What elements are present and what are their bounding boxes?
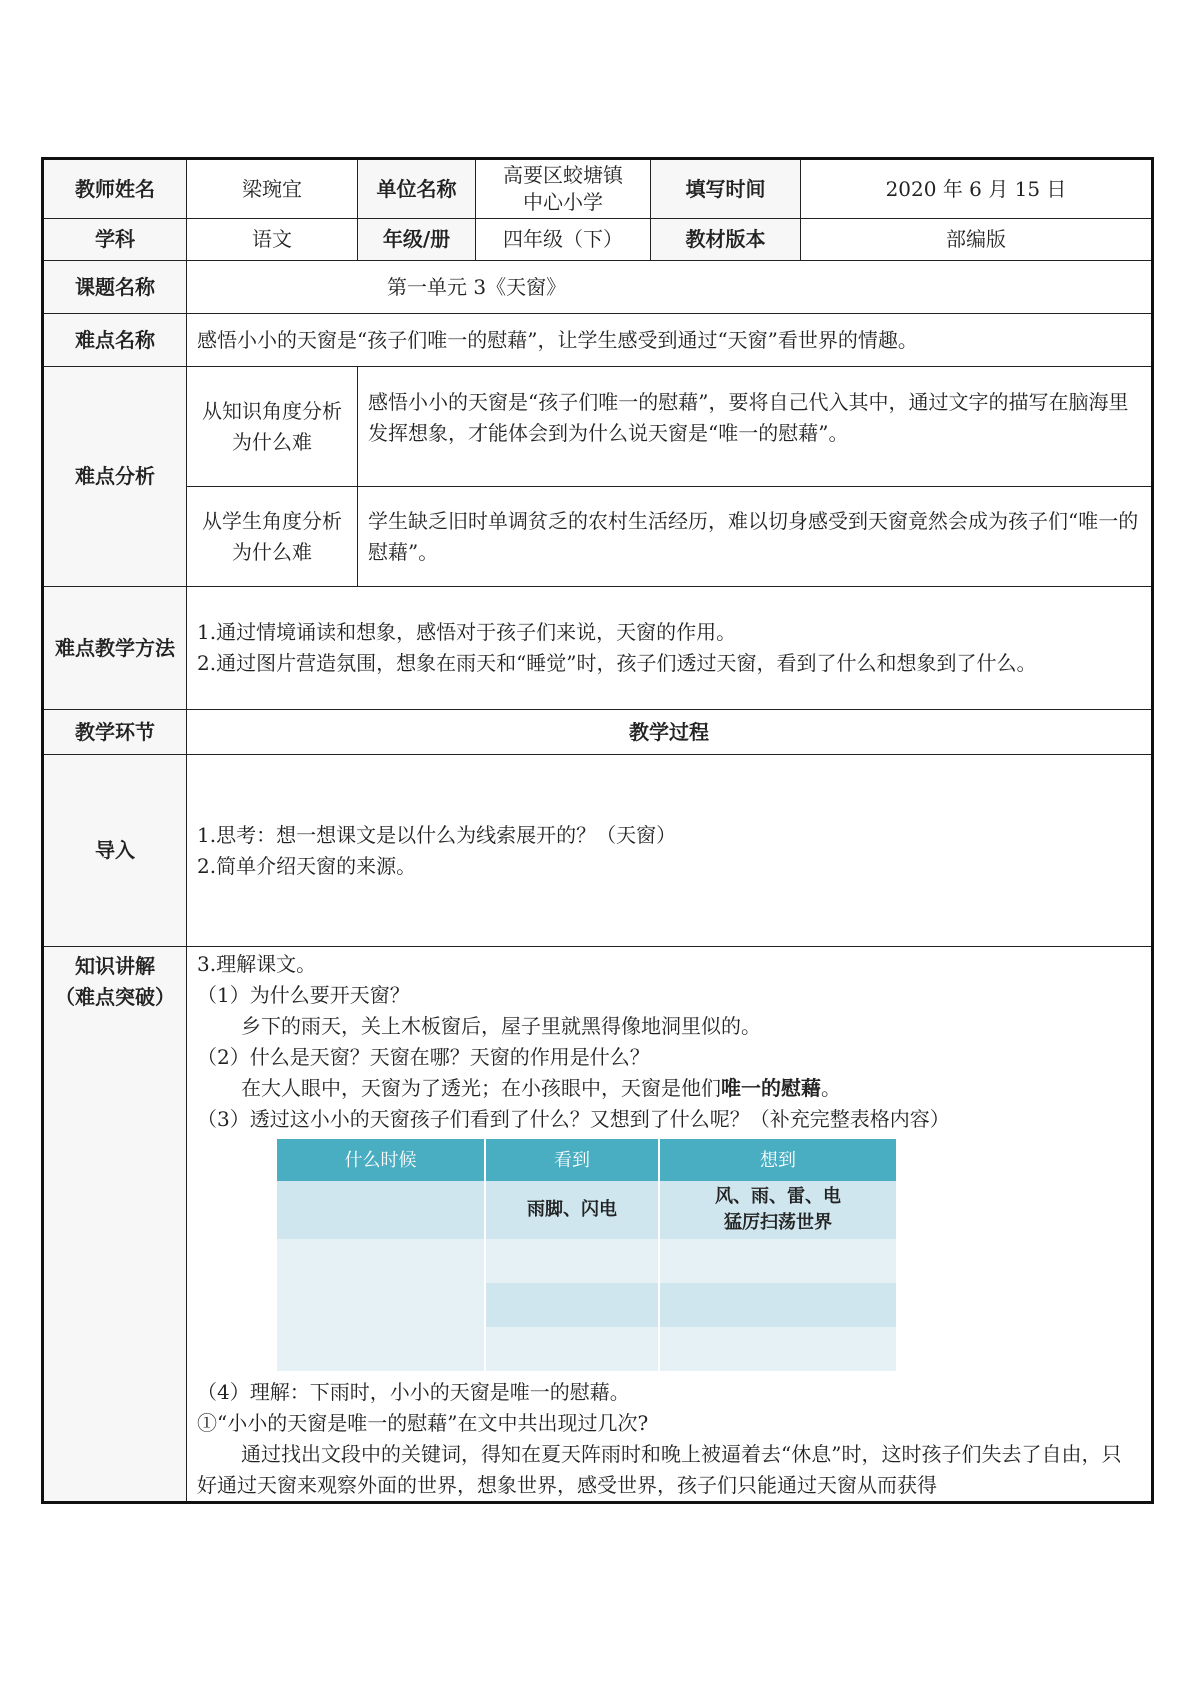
- student-angle-line-1: 从学生角度分析: [202, 508, 342, 533]
- lesson-plan-sheet: [41, 157, 1151, 1504]
- fill-table-header-see: 看到: [485, 1139, 659, 1181]
- knowledge-angle-line-1: 从知识角度分析: [202, 398, 342, 423]
- fill-table-row: [277, 1239, 897, 1283]
- unit-line-1: 高要区蛟塘镇: [503, 163, 623, 187]
- lesson-plan-table: [41, 157, 1154, 1504]
- knowledge-q4a: ①“小小的天窗是唯一的慰藉”在文中共出现过几次?: [197, 1411, 649, 1435]
- fill-table: [277, 1139, 898, 1371]
- date-label: 填写时间: [651, 159, 801, 219]
- student-angle-label: [187, 487, 358, 587]
- knowledge-q3: （3）透过这小小的天窗孩子们看到了什么？又想到了什么呢？（补充完整表格内容）: [197, 1107, 950, 1131]
- intro-item-1: 1.思考：想一想课文是以什么为线索展开的？（天窗）: [197, 822, 677, 847]
- knowledge-angle-label: [187, 367, 358, 487]
- lesson-value: 第一单元 3《天窗》: [187, 261, 1153, 314]
- knowledge-a2-bold: 唯一的慰藉: [721, 1076, 821, 1100]
- intro-label: 导入: [43, 755, 187, 947]
- difficulty-label: 难点名称: [43, 314, 187, 367]
- student-angle-text: 学生缺乏旧时单调贫乏的农村生活经历，难以切身感受到天窗竟然会成为孩子们“唯一的慰藉”。: [358, 487, 1153, 587]
- intro-item-2: 2.简单介绍天窗的来源。: [197, 853, 417, 878]
- fill-table-cell-blank[interactable]: [659, 1327, 897, 1371]
- teacher-value: 梁琬宜: [187, 159, 358, 219]
- row-method: [43, 587, 1153, 710]
- section-label: 教学环节: [43, 710, 187, 755]
- unit-line-2: 中心小学: [523, 190, 603, 214]
- knowledge-label-line-1: 知识讲解: [75, 954, 155, 978]
- knowledge-label-line-2: （难点突破）: [55, 985, 175, 1009]
- fill-table-cell: [659, 1181, 897, 1239]
- subject-value: 语文: [187, 219, 358, 261]
- unit-value: [476, 159, 651, 219]
- knowledge-a1: 乡下的雨天，关上木板窗后，屋子里就黑得像地洞里似的。: [241, 1014, 761, 1038]
- fill-table-row: [277, 1181, 897, 1239]
- knowledge-q4a-text: 通过找出文段中的关键词，得知在夏天阵雨时和晚上被逼着去“休息”时，这时孩子们失去了自由，只好通过天窗来观察外面的世界，想象世界，感受世界，孩子们只能通过天窗从而获得: [197, 1442, 1122, 1497]
- fill-table-cell-blank[interactable]: [485, 1283, 659, 1327]
- fill-table-cell-blank[interactable]: [485, 1239, 659, 1283]
- date-value: 2020 年 6 月 15 日: [801, 159, 1153, 219]
- fill-table-wrap: [197, 1135, 1141, 1377]
- subject-label: 学科: [43, 219, 187, 261]
- fill-table-cell-blank[interactable]: [659, 1283, 897, 1327]
- knowledge-a2-post: 。: [821, 1076, 841, 1100]
- fill-table-header-think: 想到: [659, 1139, 897, 1181]
- fill-table-cell-blank[interactable]: [659, 1239, 897, 1283]
- edition-value: 部编版: [801, 219, 1153, 261]
- knowledge-q2: （2）什么是天窗？天窗在哪？天窗的作用是什么？: [197, 1045, 650, 1069]
- knowledge-content: [187, 947, 1153, 1503]
- lesson-label: 课题名称: [43, 261, 187, 314]
- fill-table-header: [277, 1139, 897, 1181]
- teacher-label: 教师姓名: [43, 159, 187, 219]
- row-header-2: [43, 219, 1153, 261]
- process-label: 教学过程: [187, 710, 1153, 755]
- method-item-1: 1.通过情境诵读和想象，感悟对于孩子们来说，天窗的作用。: [197, 620, 737, 644]
- fill-table-cell-blank[interactable]: [277, 1239, 485, 1371]
- knowledge-a2: [197, 1073, 1141, 1104]
- row-intro: [43, 755, 1153, 947]
- knowledge-angle-line-2: 为什么难: [232, 429, 312, 454]
- difficulty-value: 感悟小小的天窗是“孩子们唯一的慰藉”，让学生感受到通过“天窗”看世界的情趣。: [187, 314, 1153, 367]
- method-label: 难点教学方法: [43, 587, 187, 710]
- row-difficulty: [43, 314, 1153, 367]
- unit-label: 单位名称: [358, 159, 476, 219]
- student-angle-line-2: 为什么难: [232, 539, 312, 564]
- knowledge-q4: （4）理解：下雨时，小小的天窗是唯一的慰藉。: [197, 1380, 630, 1404]
- knowledge-q1: （1）为什么要开天窗？: [197, 983, 410, 1007]
- fill-table-think-line-2: 猛厉扫荡世界: [724, 1212, 832, 1233]
- intro-content: [187, 755, 1153, 947]
- row-analysis-knowledge: [43, 367, 1153, 487]
- knowledge-a2-pre: 在大人眼中，天窗为了透光；在小孩眼中，天窗是他们: [241, 1076, 721, 1100]
- knowledge-p1: 3.理解课文。: [197, 952, 317, 976]
- row-header-1: [43, 159, 1153, 219]
- row-process-header: [43, 710, 1153, 755]
- fill-table-think-line-1: 风、雨、雷、电: [715, 1186, 841, 1207]
- row-lesson: [43, 261, 1153, 314]
- knowledge-label: [43, 947, 187, 1503]
- edition-label: 教材版本: [651, 219, 801, 261]
- analysis-label: 难点分析: [43, 367, 187, 587]
- fill-table-cell-blank[interactable]: [485, 1327, 659, 1371]
- method-content: [187, 587, 1153, 710]
- fill-table-cell: 雨脚、闪电: [485, 1181, 659, 1239]
- grade-label: 年级/册: [358, 219, 476, 261]
- row-knowledge: [43, 947, 1153, 1503]
- grade-value: 四年级（下）: [476, 219, 651, 261]
- fill-table-header-when: 什么时候: [277, 1139, 485, 1181]
- method-item-2: 2.通过图片营造氛围，想象在雨天和“睡觉”时，孩子们透过天窗，看到了什么和想象到了什么。: [197, 651, 1037, 675]
- row-analysis-student: [43, 487, 1153, 587]
- fill-table-cell: [277, 1181, 485, 1239]
- knowledge-angle-text: 感悟小小的天窗是“孩子们唯一的慰藉”，要将自己代入其中，通过文字的描写在脑海里发挥想象，才能体会到为什么说天窗是“唯一的慰藉”。: [358, 367, 1153, 487]
